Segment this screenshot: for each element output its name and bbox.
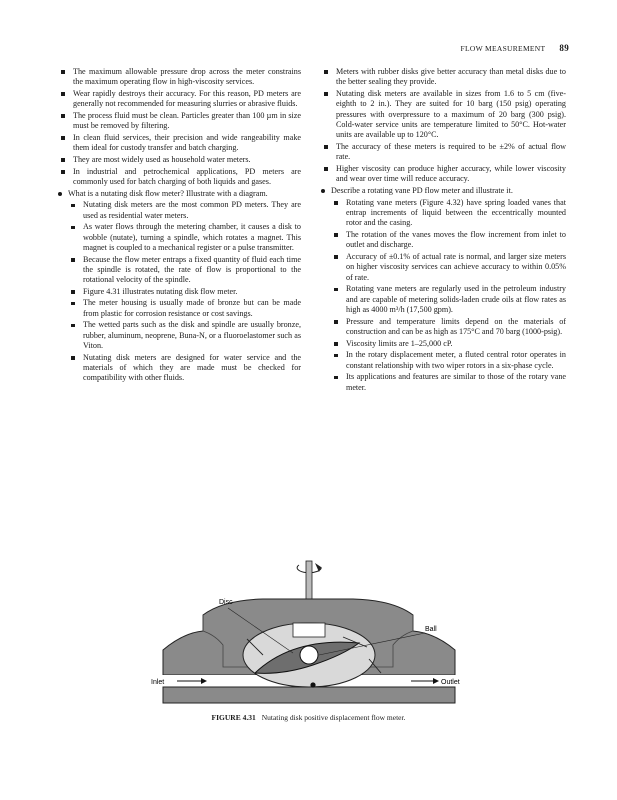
list-item: Its applications and features are similar to those of the rotary vane meter. bbox=[331, 372, 566, 393]
list-item: Higher viscosity can produce higher accuracy, while lower viscosity and wear over time will reduce accuracy. bbox=[321, 164, 566, 185]
list-item: Accuracy of ±0.1% of actual rate is normal, and larger size meters on higher viscosity services can achieve accuracy to within 0.05% of rate. bbox=[331, 252, 566, 283]
nutating-disk-diagram bbox=[143, 555, 479, 710]
list-item: In the rotary displacement meter, a fluted central rotor operates in constant relationship with two wiper rotors in a six-phase cycle. bbox=[331, 350, 566, 371]
outlet-label: Outlet bbox=[441, 679, 460, 686]
list-item: They are most widely used as household water meters. bbox=[58, 155, 301, 165]
question-text: What is a nutating disk flow meter? Illustrate with a diagram. bbox=[68, 188, 268, 198]
question-text: Describe a rotating vane PD flow meter and illustrate it. bbox=[331, 185, 513, 195]
list-item: Because the flow meter entraps a fixed quantity of fluid each time the spindle is rotated, the rate of flow is proportional to the rotational velocity of the spindle. bbox=[68, 255, 301, 286]
list-item: Nutating disk meters are the most common PD meters. They are used as residential water meters. bbox=[68, 200, 301, 221]
list-item: Rotating vane meters are regularly used in the petroleum industry and are capable of metering solids-laden crude oils at flow rates as high as 4000 m³/h (17,500 gpm). bbox=[331, 284, 566, 315]
list-item: In industrial and petrochemical applications, PD meters are commonly used for batch charging of both liquids and gases. bbox=[58, 167, 301, 188]
caption-label: FIGURE 4.31 bbox=[211, 713, 256, 722]
list-item: In clean fluid services, their precision and wide rangeability make them ideal for custody transfer and batch charging. bbox=[58, 133, 301, 154]
list-item: Viscosity limits are 1–25,000 cP. bbox=[331, 339, 566, 349]
list-item: Nutating disk meters are designed for water service and the materials of which they are made must be checked for compatibility with other fluids. bbox=[68, 353, 301, 384]
question-rotating-vane bbox=[321, 186, 566, 393]
ball-label: Ball bbox=[425, 626, 437, 633]
running-head bbox=[461, 43, 569, 53]
list-item: The process fluid must be clean. Particles greater than 100 µm in size must be removed by filtering. bbox=[58, 111, 301, 132]
figure-caption bbox=[0, 713, 617, 722]
list-item: The rotation of the vanes moves the flow increment from inlet to outlet and discharge. bbox=[331, 230, 566, 251]
question-bullets bbox=[331, 198, 566, 393]
pivot-dot bbox=[310, 682, 315, 687]
right-column bbox=[321, 67, 566, 394]
question-bullets bbox=[68, 200, 301, 384]
section-title: FLOW MEASUREMENT bbox=[460, 44, 546, 53]
list-item: The maximum allowable pressure drop across the meter constrains the maximum operating flow in high-viscosity services. bbox=[58, 67, 301, 88]
spindle-guide bbox=[293, 623, 325, 637]
list-item: Wear rapidly destroys their accuracy. For this reason, PD meters are generally not recommended for measuring slurries or abrasive fluids. bbox=[58, 89, 301, 110]
right-top-bullets bbox=[321, 67, 566, 185]
page-number: 89 bbox=[559, 43, 569, 53]
housing-bottom bbox=[163, 687, 455, 703]
ball bbox=[300, 646, 318, 664]
list-item: Meters with rubber disks give better accuracy than metal disks due to the better sealing they provide. bbox=[321, 67, 566, 88]
disc-label: Disc bbox=[219, 599, 233, 606]
list-item: Pressure and temperature limits depend on the materials of construction and can be as high as 175°C and 70 barg (1000-psig). bbox=[331, 317, 566, 338]
inlet-label: Inlet bbox=[151, 679, 165, 686]
list-item: Figure 4.31 illustrates nutating disk flow meter. bbox=[68, 287, 301, 297]
left-column bbox=[58, 67, 301, 385]
list-item: The wetted parts such as the disk and spindle are usually bronze, rubber, aluminum, neoprene, Buna-N, or a fluoroelastomer such as Viton. bbox=[68, 320, 301, 351]
caption-text: Nutating disk positive displacement flow meter. bbox=[261, 713, 406, 722]
list-item: The meter housing is usually made of bronze but can be made from plastic for corrosion resistance or cost savings. bbox=[68, 298, 301, 319]
list-item: The accuracy of these meters is required to be ±2% of actual flow rate. bbox=[321, 142, 566, 163]
question-nutating-disk bbox=[58, 189, 301, 384]
list-item: As water flows through the metering chamber, it causes a disk to wobble (nutate), turning a spindle, which rotates a magnet. This magnet is coupled to a mechanical register or a pulse transmitter. bbox=[68, 222, 301, 253]
list-item: Rotating vane meters (Figure 4.32) have spring loaded vanes that entrap increments of liquid between the eccentrically mounted rotor and the casing. bbox=[331, 198, 566, 229]
list-item: Nutating disk meters are available in sizes from 1.6 to 5 cm (five-eighth to 2 in.). They are suited for 10 barg (150 psig) operating pressures with overpressure to a maximum of 20 barg (300 psig). Cold-water service units are temperature limited to 50°C. Hot-water units are available up to 120°C. bbox=[321, 89, 566, 141]
left-top-bullets bbox=[58, 67, 301, 187]
diagram-svg bbox=[143, 555, 479, 710]
